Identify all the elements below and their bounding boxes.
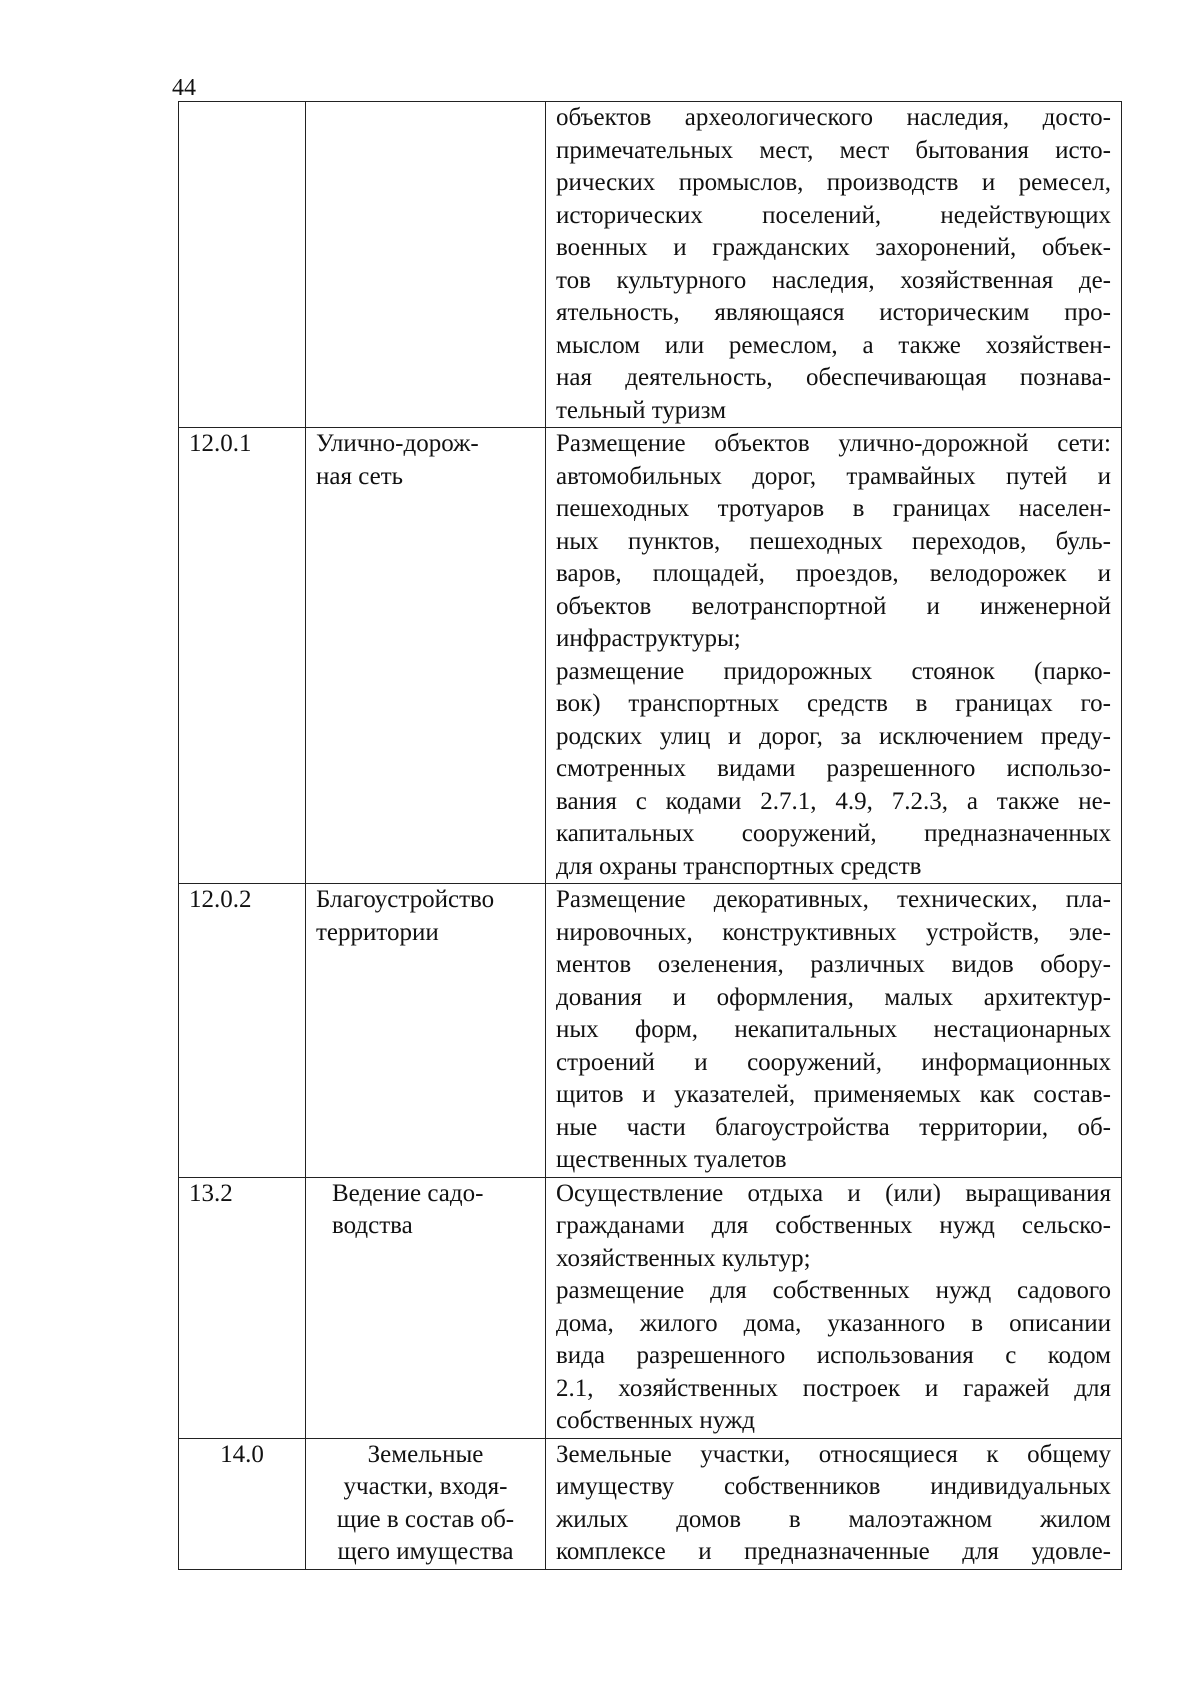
description-line: гражданами для собственных нужд сельско- (556, 1212, 1111, 1239)
description-line: смотренных видами разрешенного использо- (556, 755, 1111, 782)
description-line: ных форм, некапитальных нестационарных (556, 1016, 1111, 1043)
description-line: объектов велотранспортной и инженерной (556, 592, 1111, 620)
description-line: щественных туалетов (556, 1146, 787, 1173)
description-line: Земельные участки, относящиеся к общему (556, 1440, 1111, 1468)
description-line: собственных нужд (556, 1407, 755, 1434)
description-line: размещение придорожных стоянок (парко- (556, 657, 1111, 685)
table-row (179, 428, 1122, 884)
name-cell (306, 428, 546, 884)
description-line: Размещение декоративных, технических, пла- (556, 886, 1111, 913)
table-row (179, 1177, 1122, 1438)
description-line: пешеходных тротуаров в границах населен- (556, 495, 1111, 522)
table-row (179, 102, 1122, 428)
name-cell (306, 1177, 546, 1438)
description-line: исторических поселений, недействующих (556, 201, 1111, 229)
description-line: дования и оформления, малых архитектур- (556, 983, 1111, 1011)
description-line: родских улиц и дорог, за исключением преду- (556, 722, 1111, 750)
description-line: тов культурного наследия, хозяйственная де- (556, 266, 1111, 294)
page-number: 44 (172, 75, 196, 101)
description-line: Осуществление отдыха и (или) выращивания (556, 1179, 1111, 1207)
description-cell (546, 102, 1122, 428)
description-line: дома, жилого дома, указанного в описании (556, 1309, 1111, 1337)
name-line: щего имущества (337, 1538, 514, 1565)
description-line: варов, площадей, проездов, велодорожек и (556, 560, 1111, 587)
code-cell: 12.0.1 (179, 428, 306, 884)
description-line: ная деятельность, обеспечивающая познава- (556, 364, 1111, 391)
name-cell (306, 884, 546, 1178)
description-line: нировочных, конструктивных устройств, эле- (556, 918, 1111, 946)
description-line: ментов озеленения, различных видов обору- (556, 951, 1111, 978)
name-line: щие в состав об- (336, 1505, 515, 1533)
name-line: Земельные (367, 1440, 484, 1468)
name-line: Улично-дорож- (316, 430, 479, 457)
name-cell (306, 1438, 546, 1569)
description-line: ные части благоустройства территории, об- (556, 1113, 1111, 1141)
table-row (179, 884, 1122, 1178)
description-line: щитов и указателей, применяемых как состав- (556, 1081, 1111, 1108)
description-line: ятельность, являющаяся историческим про- (556, 299, 1111, 326)
name-line: ная сеть (316, 462, 404, 490)
description-cell (546, 428, 1122, 884)
description-line: хозяйственных культур; (556, 1244, 811, 1272)
description-line: вания с кодами 2.7.1, 4.9, 7.2.3, а также не- (556, 787, 1111, 815)
description-line: объектов археологического наследия, досто- (556, 104, 1111, 131)
description-line: жилых домов в малоэтажном жилом (556, 1505, 1111, 1533)
description-line: размещение для собственных нужд садового (556, 1277, 1111, 1304)
name-cell (306, 102, 546, 428)
description-line: 2.1, хозяйственных построек и гаражей для (556, 1374, 1111, 1402)
code-cell: 12.0.2 (179, 884, 306, 1178)
name-line: Благоустройство (316, 886, 495, 913)
description-line: Размещение объектов улично-дорожной сети: (556, 430, 1111, 457)
description-cell (546, 1438, 1122, 1569)
table-row (179, 1438, 1122, 1569)
description-line: имуществу собственников индивидуальных (556, 1473, 1111, 1500)
description-line: инфраструктуры; (556, 625, 741, 652)
land-use-table (178, 101, 1122, 1570)
description-line: для охраны транспортных средств (556, 852, 922, 880)
description-line: строений и сооружений, информационных (556, 1048, 1111, 1076)
description-line: вида разрешенного использования с кодом (556, 1342, 1111, 1369)
description-line: мыслом или ремеслом, а также хозяйствен- (556, 331, 1111, 359)
description-line: военных и гражданских захоронений, объек- (556, 234, 1111, 261)
description-line: автомобильных дорог, трамвайных путей и (556, 462, 1111, 490)
name-line: водства (332, 1212, 413, 1239)
code-cell: 13.2 (179, 1177, 306, 1438)
name-line: Ведение садо- (332, 1179, 484, 1207)
description-cell (546, 884, 1122, 1178)
description-line: тельный туризм (556, 396, 727, 424)
description-line: примечательных мест, мест бытования исто- (556, 136, 1111, 164)
name-line: участки, входя- (343, 1473, 508, 1500)
description-line: ных пунктов, пешеходных переходов, буль- (556, 527, 1111, 555)
name-line: территории (316, 918, 439, 946)
code-cell: 14.0 (179, 1438, 306, 1569)
description-line: вок) транспортных средств в границах го- (556, 690, 1111, 717)
description-cell (546, 1177, 1122, 1438)
description-line: комплексе и предназначенные для удовле- (556, 1538, 1111, 1565)
description-line: рических промыслов, производств и ремесел, (556, 169, 1111, 196)
code-cell (179, 102, 306, 428)
description-line: капитальных сооружений, предназначенных (556, 820, 1111, 847)
